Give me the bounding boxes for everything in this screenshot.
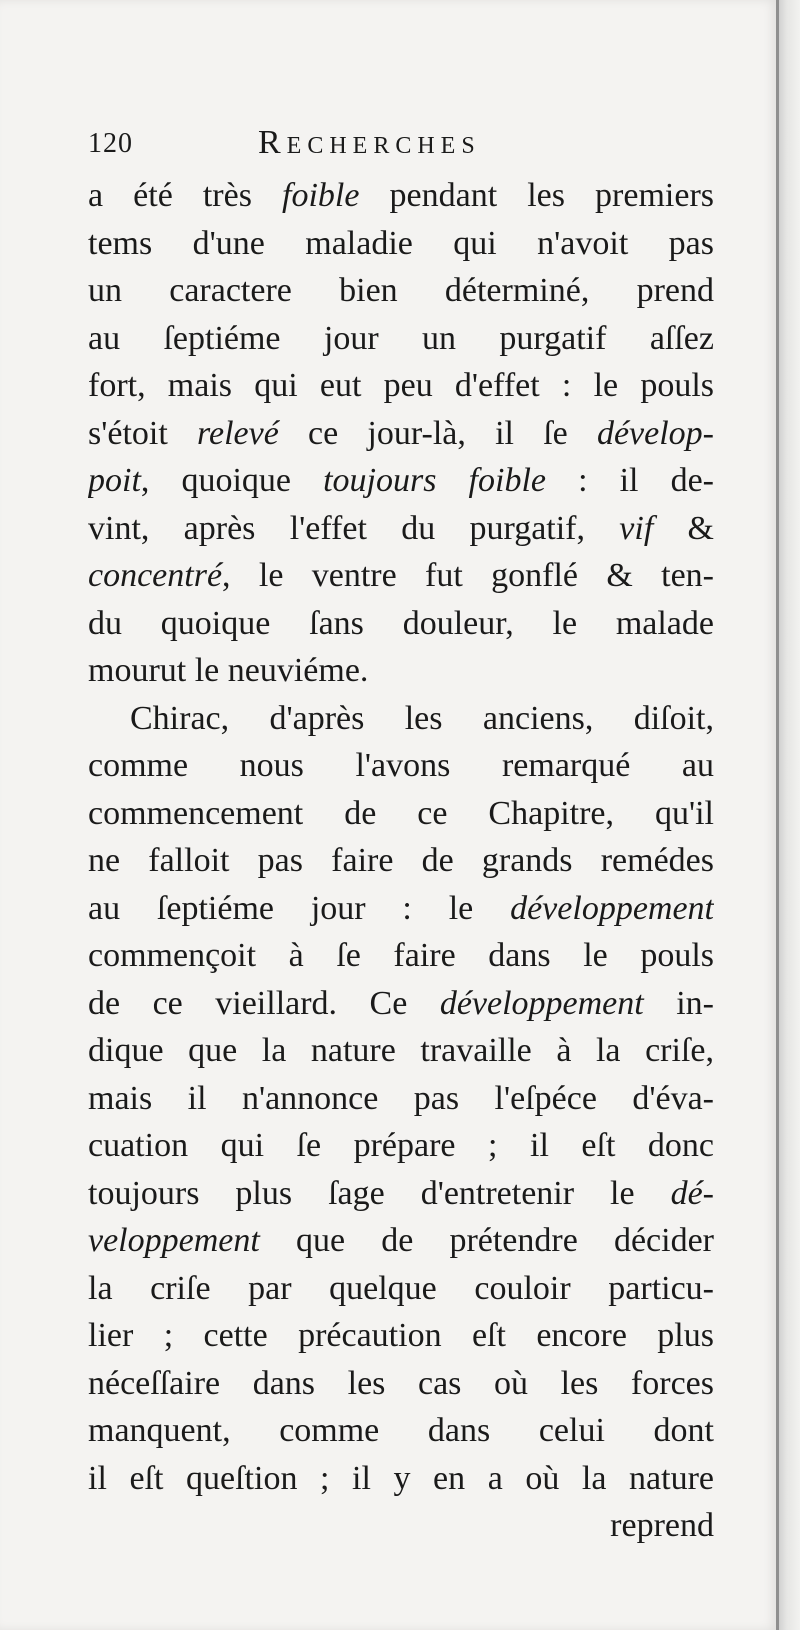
page-header (88, 124, 598, 172)
text-segment: in- (643, 984, 714, 1022)
text-segment: & (653, 509, 714, 547)
text-segment: vint, après l'effet du purgatif, (88, 509, 620, 547)
italic-text: poit (88, 462, 141, 499)
text-segment: la criſe par quelque couloir particu- (88, 1269, 714, 1307)
text-segment: au ſeptiéme jour un purgatif aſſez (88, 319, 714, 357)
text-line (88, 172, 714, 220)
text-line (88, 932, 714, 980)
text-segment: : il de- (545, 462, 714, 499)
text-line (88, 1122, 714, 1170)
text-line (88, 980, 714, 1028)
text-line (88, 315, 714, 363)
text-line (88, 790, 714, 838)
text-line (88, 362, 714, 410)
text-segment: commencement de ce Chapitre, qu'il (88, 794, 714, 832)
text-line (88, 410, 714, 458)
italic-text: foible (282, 177, 360, 214)
text-segment: que de prétendre décider (259, 1222, 714, 1259)
text-segment: manquent, comme dans celui dont (88, 1412, 714, 1449)
text-segment: ce jour-là, il ſe (278, 414, 597, 452)
text-segment: Chirac, d'après les anciens, diſoit, (130, 699, 714, 737)
text-segment: de ce vieillard. Ce (88, 984, 440, 1022)
text-line (88, 552, 714, 600)
italic-text: relevé (197, 414, 279, 452)
text-segment: mais il n'annonce pas l'eſpéce d'éva- (88, 1079, 714, 1117)
text-line (88, 695, 714, 743)
text-line (88, 742, 714, 790)
text-line (88, 647, 714, 695)
text-segment: commençoit à ſe faire dans le pouls (88, 937, 714, 974)
text-segment: au ſeptiéme jour : le (88, 889, 511, 927)
text-line (88, 1360, 714, 1408)
italic-text: développement (439, 984, 644, 1022)
text-line (88, 457, 714, 505)
text-line (88, 1075, 714, 1123)
text-segment: s'étoit (88, 414, 198, 452)
text-segment: comme nous l'avons remarqué au (88, 747, 714, 784)
text-segment: tems d'une maladie qui n'avoit pas (88, 224, 714, 262)
text-line (88, 600, 714, 648)
text-segment: néceſſaire dans les cas où les forces (88, 1364, 714, 1402)
text-segment: dique que la nature travaille à la criſe, (88, 1032, 714, 1069)
text-line (88, 1265, 714, 1313)
text-segment: du quoique ſans douleur, le malade (88, 604, 714, 642)
text-segment: , quoique (140, 462, 324, 499)
text-segment: il eſt queſtion ; il y en a où la nature (88, 1459, 714, 1497)
body-text (88, 172, 714, 1550)
text-line (88, 1217, 714, 1265)
text-segment: lier ; cette précaution eſt encore plus (88, 1317, 714, 1354)
italic-text: veloppement (88, 1222, 260, 1259)
text-line (88, 267, 714, 315)
text-segment: pendant les premiers (359, 177, 714, 214)
page-edge (776, 0, 800, 1630)
page-number: 120 (88, 128, 133, 159)
text-line (88, 505, 714, 553)
italic-text: concentré (88, 557, 223, 594)
text-segment: un caractere bien déterminé, prend (88, 272, 714, 309)
italic-text: dé- (670, 1174, 714, 1212)
catchword: reprend (610, 1507, 714, 1544)
italic-text: toujours foible (323, 462, 546, 499)
italic-text: dévelop- (596, 414, 714, 452)
text-line (88, 1407, 714, 1455)
text-segment: , le ventre fut gonflé & ten- (222, 557, 714, 594)
text-line (88, 1027, 714, 1075)
text-line (88, 837, 714, 885)
italic-text: développement (510, 889, 714, 927)
running-title: Recherches (258, 124, 481, 161)
text-line (88, 1312, 714, 1360)
text-line (88, 220, 714, 268)
text-segment: fort, mais qui eut peu d'effet : le pouls (88, 367, 714, 404)
text-segment: cuation qui ſe prépare ; il eſt donc (88, 1127, 714, 1164)
text-line (88, 1170, 714, 1218)
text-segment: mourut le neuviéme. (88, 652, 369, 689)
text-segment: a été très (88, 177, 283, 214)
text-line (88, 885, 714, 933)
text-segment: ne falloit pas faire de grands remédes (88, 842, 714, 879)
italic-text: vif (619, 509, 654, 547)
text-line (88, 1455, 714, 1503)
text-segment: toujours plus ſage d'entretenir le (88, 1174, 671, 1212)
